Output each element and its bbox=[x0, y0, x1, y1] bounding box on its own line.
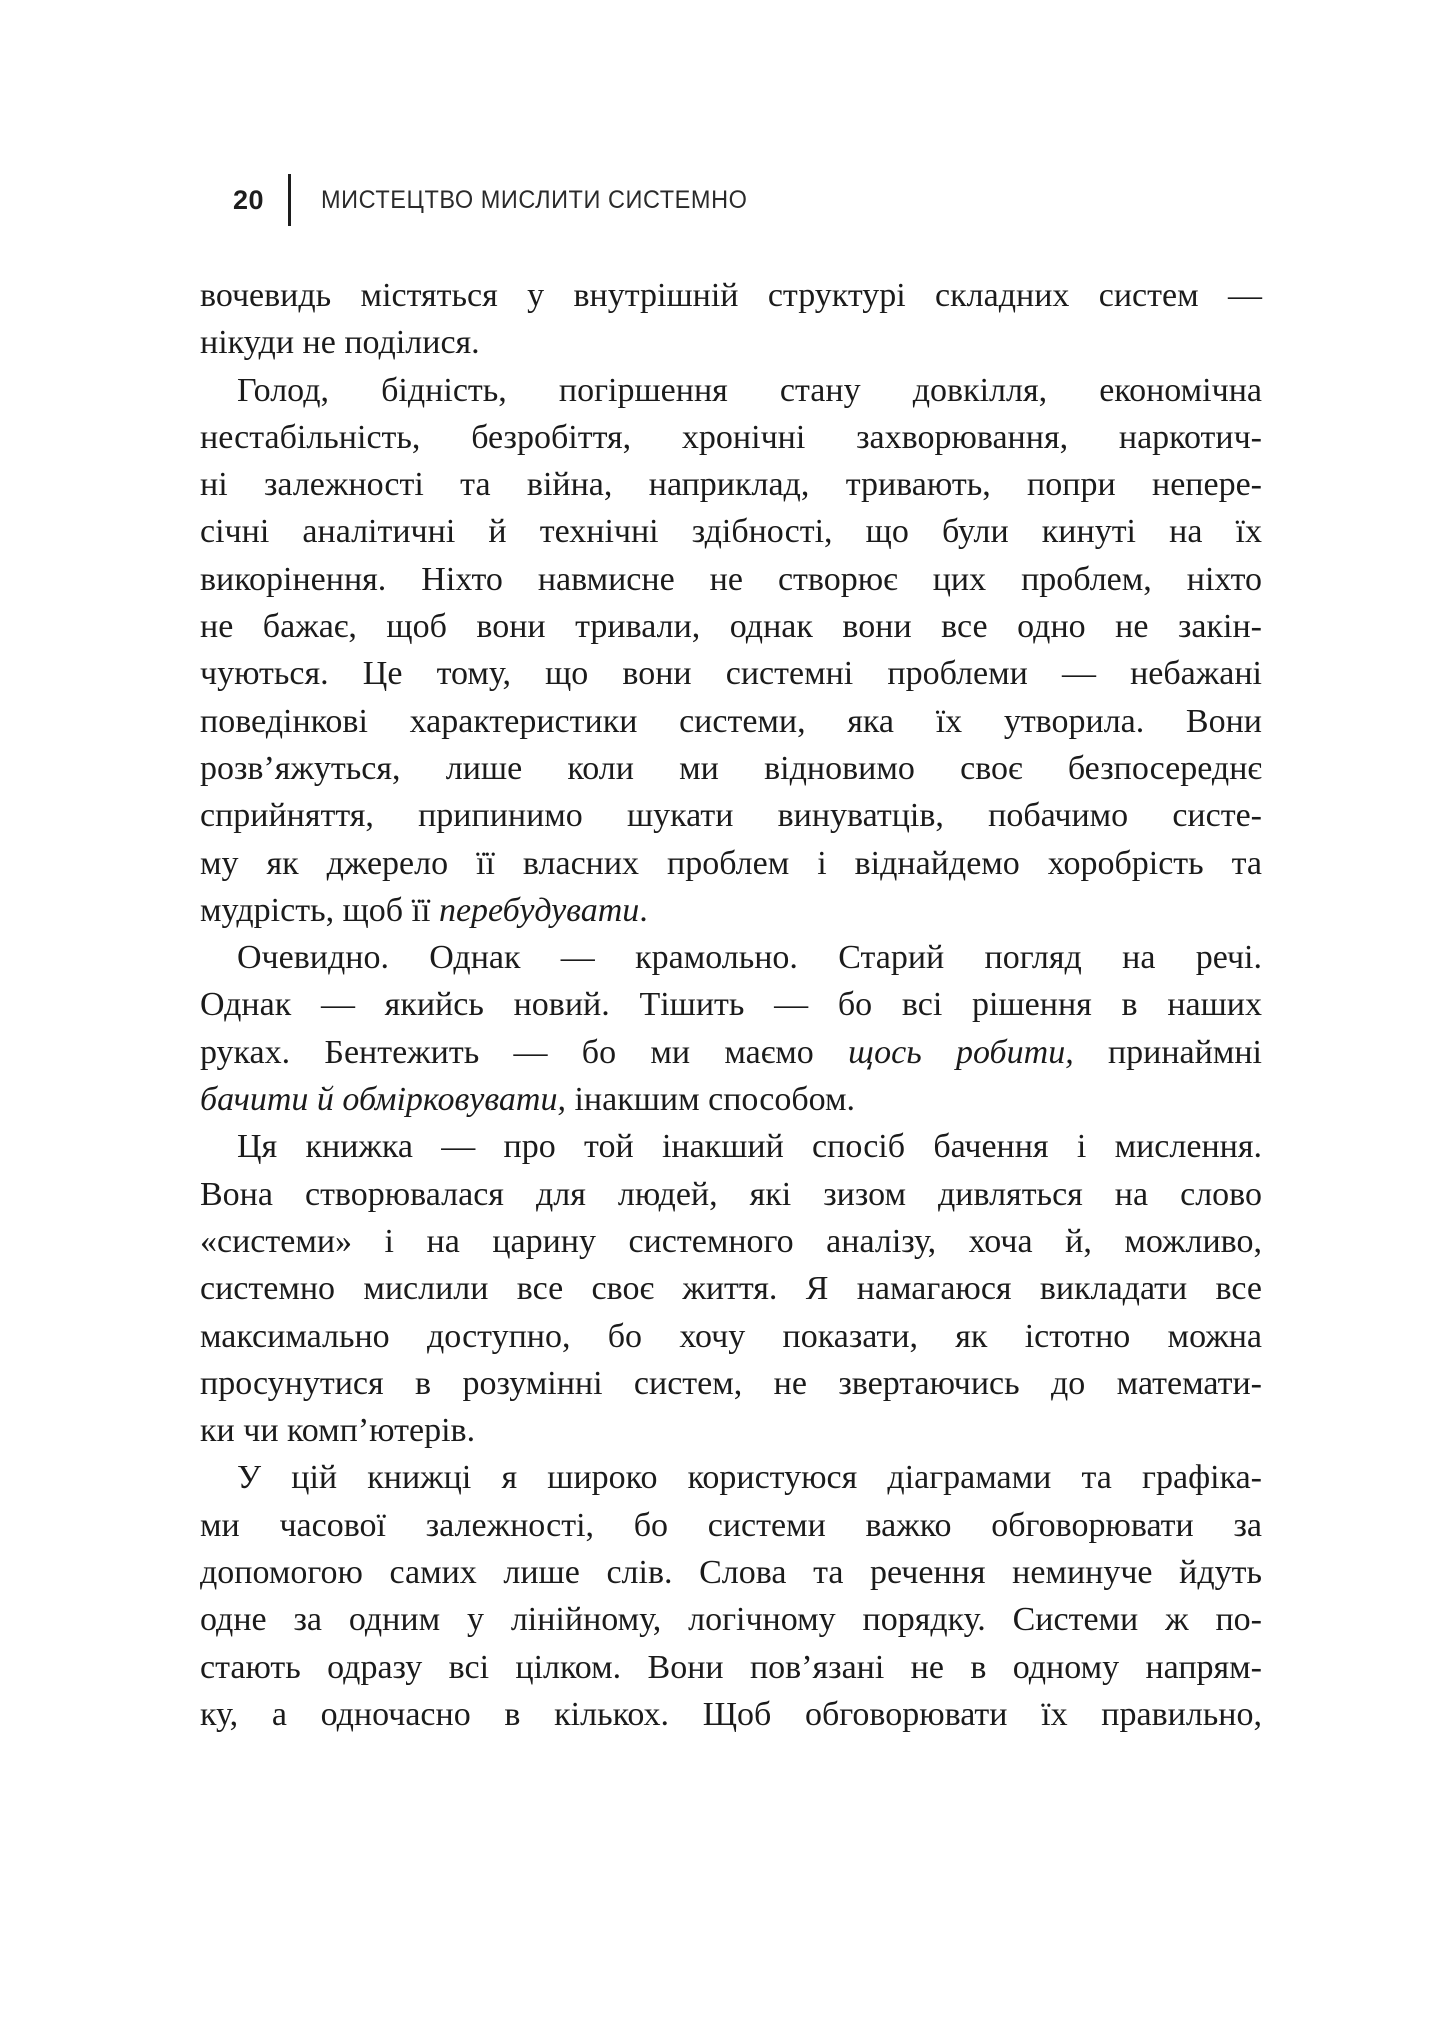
text-line bbox=[200, 1454, 1262, 1501]
text-segment: ки чи комп’ютерів. bbox=[200, 1412, 476, 1450]
text-segment: принаймні bbox=[1073, 1033, 1263, 1071]
page-body bbox=[200, 272, 1262, 1738]
text-line bbox=[200, 367, 1262, 414]
text-line bbox=[200, 1029, 1262, 1076]
text-segment: Голод, бідність, погіршення стану довкілля, економічна bbox=[237, 371, 1262, 409]
text-segment: поведінкові характеристики системи, яка їх утворила. Вони bbox=[200, 702, 1262, 740]
text-segment: просунутися в розумінні систем, не звертаючись до математи- bbox=[200, 1364, 1262, 1402]
text-line bbox=[200, 745, 1262, 792]
text-segment: нестабільність, безробіття, хронічні захворювання, наркотич- bbox=[200, 418, 1262, 456]
text-line bbox=[200, 1407, 1262, 1454]
text-line bbox=[200, 1549, 1262, 1596]
text-segment: Однак — якийсь новий. Тішить — бо всі рішення в наших bbox=[200, 986, 1262, 1024]
text-line bbox=[200, 508, 1262, 555]
text-segment: ми часової залежності, бо системи важко обговорювати за bbox=[200, 1506, 1262, 1544]
paragraph bbox=[200, 1454, 1262, 1738]
text-segment: не бажає, щоб вони тривали, однак вони все одно не закін- bbox=[200, 608, 1262, 646]
paragraph bbox=[200, 934, 1262, 1123]
text-line bbox=[200, 1171, 1262, 1218]
text-segment: У цій книжці я широко користуюся діаграмами та графіка- bbox=[237, 1459, 1262, 1497]
text-line bbox=[200, 1360, 1262, 1407]
header-divider bbox=[288, 174, 291, 226]
italic-text-segment: щось робити, bbox=[848, 1033, 1074, 1071]
text-line bbox=[200, 840, 1262, 887]
text-segment: мудрість, щоб її bbox=[200, 891, 439, 929]
text-segment: вочевидь містяться у внутрішній структурі складних систем — bbox=[200, 277, 1262, 314]
page-number: 20 bbox=[233, 184, 265, 215]
text-segment: руках. Бентежить — бо ми маємо bbox=[200, 1033, 849, 1071]
text-segment: нікуди не поділися. bbox=[200, 324, 480, 362]
paragraph bbox=[200, 272, 1262, 367]
page-header bbox=[233, 172, 775, 228]
text-segment: Ця книжка — про той інакший спосіб бачення і мислення. bbox=[237, 1128, 1262, 1166]
text-segment: стають одразу всі цілком. Вони пов’язані не в одному напрям- bbox=[200, 1648, 1262, 1686]
text-segment: максимально доступно, бо хочу показати, як істотно можна bbox=[200, 1317, 1262, 1355]
text-segment: Вона створювалася для людей, які зизом дивляться на слово bbox=[200, 1175, 1262, 1213]
text-segment: Очевидно. Однак — крамольно. Старий погляд на речі. bbox=[237, 939, 1262, 977]
text-segment: «системи» і на царину системного аналізу, хоча й, можливо, bbox=[200, 1222, 1262, 1260]
text-line bbox=[200, 981, 1262, 1028]
text-line bbox=[200, 887, 1262, 934]
text-line bbox=[200, 319, 1262, 366]
text-line bbox=[200, 414, 1262, 461]
text-segment: розв’яжуться, лише коли ми відновимо своє безпосереднє bbox=[200, 749, 1262, 787]
text-line bbox=[200, 1076, 1262, 1123]
text-line bbox=[200, 792, 1262, 839]
text-segment: системно мислили все своє життя. Я намагаюся викладати все bbox=[200, 1270, 1262, 1308]
text-line bbox=[200, 1313, 1262, 1360]
italic-text-segment: бачити й обмірковувати, bbox=[200, 1081, 566, 1119]
text-line bbox=[200, 603, 1262, 650]
text-segment: сприйняття, припинимо шукати винуватців, побачимо систе- bbox=[200, 797, 1262, 835]
paragraph bbox=[200, 367, 1262, 935]
text-line bbox=[200, 650, 1262, 697]
text-segment: січні аналітичні й технічні здібності, що були кинуті на їх bbox=[200, 513, 1262, 551]
text-segment: допомогою самих лише слів. Слова та речення неминуче йдуть bbox=[200, 1554, 1262, 1592]
text-line bbox=[200, 934, 1262, 981]
text-line bbox=[200, 556, 1262, 603]
running-title: МИСТЕЦТВО МИСЛИТИ СИСТЕМНО bbox=[321, 185, 748, 214]
text-line bbox=[200, 698, 1262, 745]
text-line bbox=[200, 1265, 1262, 1312]
text-segment: ку, а одночасно в кількох. Щоб обговорювати їх правильно, bbox=[200, 1695, 1262, 1733]
text-line bbox=[200, 1691, 1262, 1738]
text-line bbox=[200, 1502, 1262, 1549]
text-line bbox=[200, 1123, 1262, 1170]
text-line bbox=[200, 272, 1262, 319]
text-segment: чуються. Це тому, що вони системні проблеми — небажані bbox=[200, 655, 1262, 693]
text-segment: му як джерело її власних проблем і віднайдемо хоробрість та bbox=[200, 844, 1262, 882]
text-segment: одне за одним у лінійному, логічному порядку. Системи ж по- bbox=[200, 1601, 1262, 1639]
text-segment: . bbox=[639, 891, 648, 929]
paragraph bbox=[200, 1123, 1262, 1454]
italic-text-segment: перебудувати bbox=[438, 891, 640, 929]
text-line bbox=[200, 461, 1262, 508]
text-line bbox=[200, 1218, 1262, 1265]
text-segment: ні залежності та війна, наприклад, тривають, попри непере- bbox=[200, 466, 1262, 504]
text-line bbox=[200, 1596, 1262, 1643]
text-line bbox=[200, 1644, 1262, 1691]
text-segment: інакшим способом. bbox=[565, 1081, 856, 1119]
text-segment: викорінення. Ніхто навмисне не створює цих проблем, ніхто bbox=[200, 560, 1262, 598]
